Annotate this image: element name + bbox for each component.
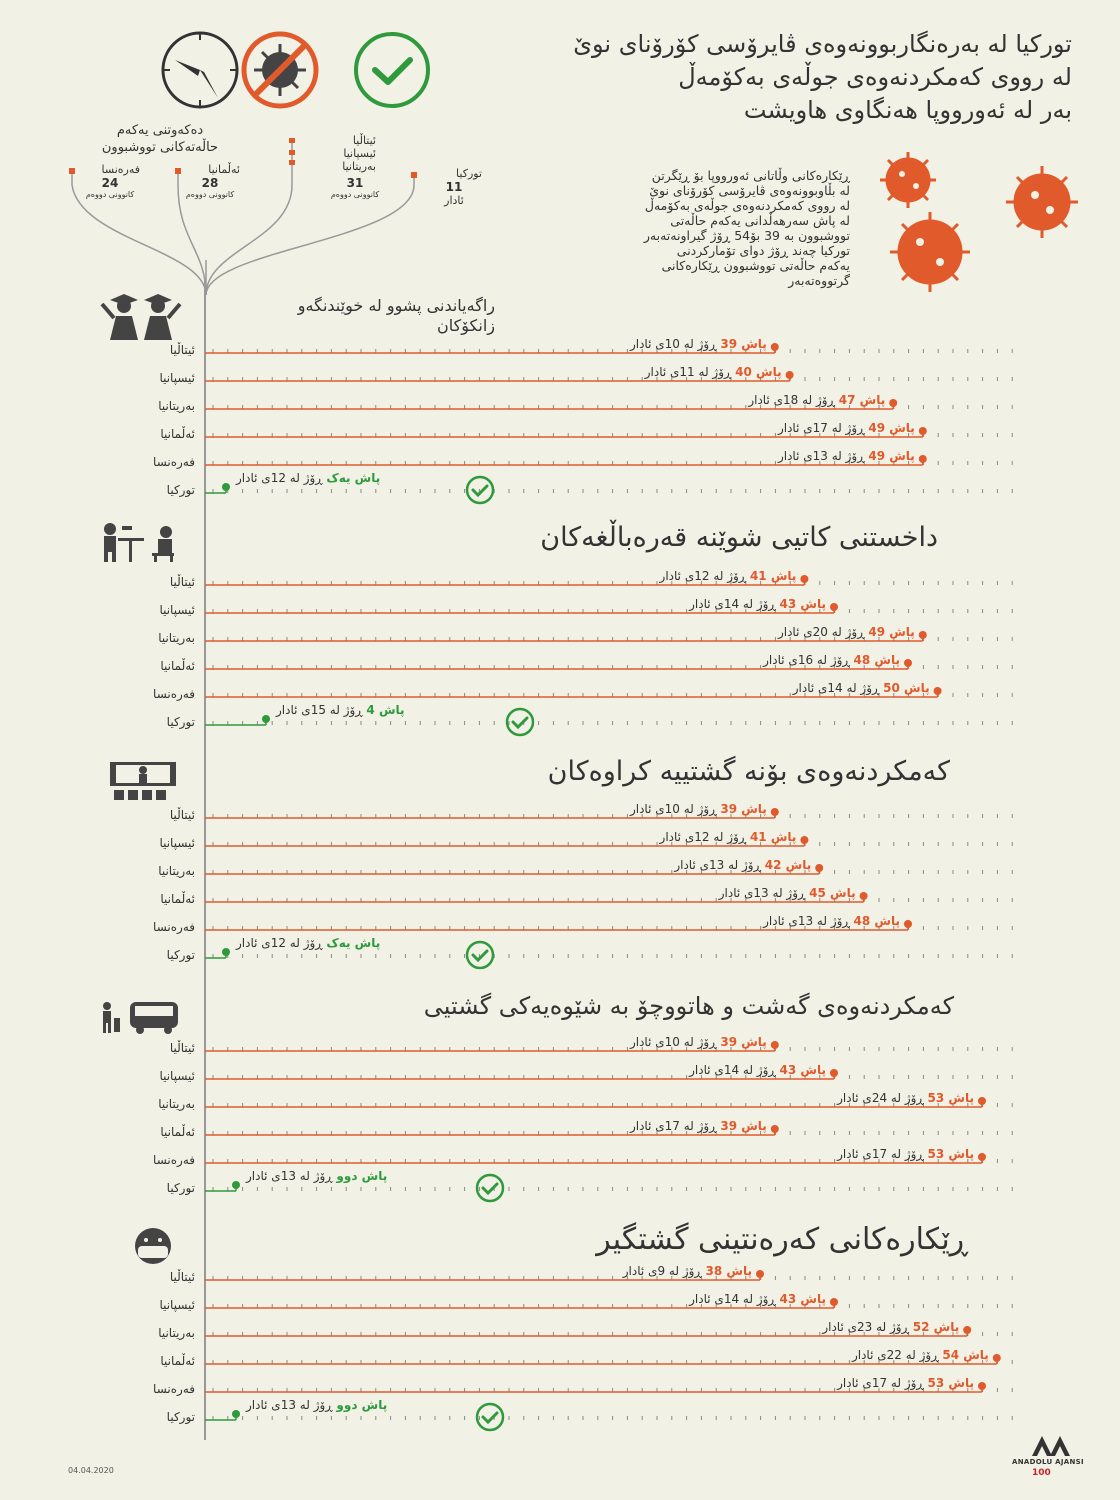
heading-line: دەکەوتنی یەکەم (116, 123, 204, 138)
row-country-label: فەرەنسا (153, 1382, 195, 1396)
row-country-label: بەریتانیا (158, 864, 195, 878)
day-marker-dot (993, 1354, 1001, 1362)
entry-number: 11 (445, 180, 463, 194)
row-value-text (689, 1292, 826, 1306)
timeline-row-line (0, 603, 1120, 623)
entry-number: 24 (101, 176, 119, 190)
row-country-label: تورکیا (166, 1181, 195, 1195)
row-value-text (623, 1264, 752, 1278)
section-title: ڕێکارەکانی کەرەنتینی گشتگیر (596, 1222, 968, 1257)
row-prefix: پاش (944, 1091, 974, 1105)
timeline-row-line (0, 892, 1120, 912)
mask-icon (126, 1226, 180, 1266)
row-days: یەک (326, 936, 351, 950)
intro-line: لە پاش سەرهەڵدانی یەکەم حاڵەتی (670, 213, 850, 228)
row-value-text (793, 681, 930, 695)
footer-date: 04.04.2020 (68, 1466, 114, 1475)
group-label: ئیسپانیا (343, 147, 376, 160)
timeline-row-line (0, 659, 1120, 679)
row-value-text (236, 936, 380, 950)
row-prefix: پاش (766, 569, 797, 583)
section-title (210, 296, 495, 336)
row-days: 48 (853, 653, 871, 667)
row-prefix: پاش (781, 858, 812, 872)
timeline-row-line (0, 631, 1120, 651)
row-prefix: پاش (796, 597, 826, 611)
title-line: لە رووی کەمکردنەوەی جوڵەی بەکۆمەڵ (678, 63, 1072, 91)
row-value-text (822, 1320, 959, 1334)
entry-country: تورکیا (456, 167, 482, 180)
row-days: 39 (720, 1119, 738, 1133)
row-date: ڕۆژ لە 23ی ئادار (822, 1320, 913, 1334)
row-prefix: پاش (737, 1035, 767, 1049)
entry-date: ئادار (444, 194, 464, 207)
row-days: 49 (868, 625, 886, 639)
day-marker-dot (978, 1153, 986, 1161)
timeline-row-line (0, 455, 1120, 475)
row-country-label: ئیتاڵیا (169, 1041, 195, 1055)
row-days: دوو (336, 1169, 358, 1183)
row-country-label: ئیسپانیا (159, 1069, 195, 1083)
row-days: 43 (779, 1063, 797, 1077)
intro-line: تووشبوون بە 39 بۆ54 ڕۆژ گیراونەتەبەر (643, 228, 850, 243)
row-date: ڕۆژ لە 20ی ئادار (777, 625, 869, 639)
row-date: ڕۆژ لە 24ی ئادار (837, 1091, 928, 1105)
row-value-text (236, 471, 380, 485)
row-days: 49 (868, 421, 886, 435)
row-value-text (689, 1063, 826, 1077)
row-prefix: پاش (825, 886, 856, 900)
first-case-entry (180, 163, 240, 199)
row-days: 50 (883, 681, 900, 695)
row-prefix: پاش (737, 802, 767, 816)
row-country-label: ئیتاڵیا (169, 808, 195, 822)
section-title: داخستنی کاتیی شوێنە قەرەباڵغەکان (540, 522, 938, 553)
day-marker-dot (934, 687, 942, 695)
row-date: ڕۆژ لە 13ی ئادار (777, 449, 869, 463)
intro-line: لە رووی کەمکردنەوەی جوڵەی بەکۆمەڵ (644, 198, 850, 213)
row-date: ڕۆژ لە 11ی ئادار (644, 365, 736, 379)
row-date: ڕۆژ لە 13ی ئادار (246, 1169, 337, 1183)
row-value-text (630, 802, 767, 816)
row-value-text (674, 858, 811, 872)
row-days: دوو (336, 1398, 358, 1412)
day-marker-dot (771, 808, 779, 816)
timeline-row-line (0, 1125, 1120, 1145)
row-date: ڕۆژ لە 17ی ئادار (837, 1147, 928, 1161)
row-date: ڕۆژ لە 12ی ئادار (659, 569, 750, 583)
timeline-row-line (0, 836, 1120, 856)
day-marker-dot (786, 371, 794, 379)
row-prefix: پاش (929, 1320, 960, 1334)
row-days: 54 (942, 1348, 960, 1362)
row-days: 39 (720, 802, 738, 816)
row-country-label: ئەڵمانیا (160, 1354, 195, 1368)
row-date: ڕۆژ لە 10ی ئادار (629, 337, 721, 351)
row-days: 41 (749, 569, 767, 583)
row-days: 53 (927, 1091, 945, 1105)
row-prefix: پاش (722, 1264, 752, 1278)
day-marker-dot (919, 631, 927, 639)
graduates-icon (100, 292, 184, 342)
group-label: ئیتاڵیا (352, 134, 376, 147)
row-value-text (689, 597, 826, 611)
timeline-axis (204, 280, 206, 1440)
row-prefix: پاش (885, 449, 915, 463)
row-date: ڕۆژ لە 14ی ئادار (689, 1292, 780, 1306)
row-prefix: پاش (796, 1292, 826, 1306)
row-days: 4 (366, 703, 375, 717)
row-country-label: ئیسپانیا (159, 371, 195, 385)
row-date: ڕۆژ لە 12ی ئادار (659, 830, 750, 844)
row-value-text (645, 365, 782, 379)
day-marker-dot (262, 715, 270, 723)
row-days: 38 (705, 1264, 723, 1278)
row-value-text (276, 703, 405, 717)
row-value-text (748, 393, 885, 407)
row-country-label: ئیتاڵیا (169, 1270, 195, 1284)
day-marker-dot (978, 1097, 986, 1105)
row-prefix: پاش (870, 914, 900, 928)
section-title: کەمکردنەوەی گەشت و هاتووچۆ بە شێوەیەکی گشتیی (423, 992, 954, 1020)
row-country-label: ئیتاڵیا (169, 575, 195, 589)
row-date: ڕۆژ لە 13ی ئادار (246, 1398, 337, 1412)
row-value-text (778, 449, 915, 463)
row-days: 43 (779, 1292, 797, 1306)
virus-ban-icon (244, 34, 316, 106)
anadolu-logo-icon (1030, 1434, 1074, 1458)
row-days: 52 (912, 1320, 930, 1334)
row-date: ڕۆژ لە 14ی ئادار (792, 681, 884, 695)
row-date: ڕۆژ لە 14ی ئادار (689, 1063, 780, 1077)
row-prefix: پاش (944, 1147, 974, 1161)
first-cases-tree (60, 130, 440, 300)
travel-icon (98, 996, 182, 1036)
row-country-label: ئەڵمانیا (160, 659, 195, 673)
row-country-label: فەرەنسا (153, 1153, 195, 1167)
row-date: ڕۆژ لە 17ی ئادار (629, 1119, 721, 1133)
entry-country: ئەڵمانیا (208, 163, 240, 176)
row-date: ڕۆژ لە 22ی ئادار (851, 1348, 943, 1362)
day-marker-dot (830, 603, 838, 611)
row-date: ڕۆژ لە 10ی ئادار (629, 1035, 721, 1049)
day-marker-dot (222, 948, 230, 956)
row-date: ڕۆژ لە 13ی ئادار (674, 858, 765, 872)
row-prefix: پاش (350, 471, 381, 485)
check-icon (466, 1402, 514, 1432)
timeline-row-line (0, 343, 1120, 363)
row-days: 45 (809, 886, 826, 900)
day-marker-dot (771, 1041, 779, 1049)
check-icon (466, 1173, 514, 1203)
first-case-entry (80, 163, 140, 199)
check-icon (356, 34, 428, 106)
row-date: ڕۆژ لە 9ی ئادار (622, 1264, 706, 1278)
day-marker-dot (815, 864, 823, 872)
page-title (432, 28, 1072, 127)
row-country-label: فەرەنسا (153, 455, 195, 469)
timeline-row-line (0, 483, 1120, 503)
row-value-text (763, 653, 900, 667)
row-date: ڕۆژ لە 18ی ئادار (748, 393, 839, 407)
section-title: کەمکردنەوەی بۆنە گشتییە کراوەکان (547, 756, 950, 787)
timeline-row-line (0, 427, 1120, 447)
row-days: 43 (779, 597, 797, 611)
row-prefix: پاش (357, 1169, 388, 1183)
day-marker-dot (800, 836, 808, 844)
row-prefix: پاش (870, 653, 900, 667)
row-date: ڕۆژ لە 15ی ئادار (276, 703, 367, 717)
day-marker-dot (232, 1181, 240, 1189)
day-marker-dot (830, 1069, 838, 1077)
row-prefix: پاش (885, 625, 915, 639)
timeline-row-line (0, 399, 1120, 419)
day-marker-dot (830, 1298, 838, 1306)
timeline-row-line (0, 687, 1120, 707)
row-date: ڕۆژ لە 17ی ئادار (837, 1376, 928, 1390)
row-days: 40 (735, 365, 752, 379)
timeline-row-line (0, 948, 1120, 968)
anniversary-badge: 100 (1032, 1468, 1051, 1478)
timeline-row-line (0, 371, 1120, 391)
row-country-label: تورکیا (166, 948, 195, 962)
row-date: ڕۆژ لە 12ی ئادار (236, 471, 327, 485)
intro-text (520, 168, 850, 288)
row-country-label: ئەڵمانیا (160, 427, 195, 441)
row-days: 47 (838, 393, 856, 407)
entry-country: فەرەنسا (101, 163, 140, 176)
row-days: 41 (749, 830, 767, 844)
row-prefix: پاش (899, 681, 930, 695)
row-prefix: پاش (374, 703, 405, 717)
timeline-row-line (0, 808, 1120, 828)
row-country-label: بەریتانیا (158, 399, 195, 413)
day-marker-dot (978, 1382, 986, 1390)
day-marker-dot (860, 892, 868, 900)
row-value-text (630, 337, 767, 351)
row-country-label: بەریتانیا (158, 1097, 195, 1111)
section-title-line: زانکۆکان (437, 316, 495, 335)
day-marker-dot (919, 455, 927, 463)
row-date: ڕۆژ لە 10ی ئادار (629, 802, 721, 816)
row-days: 39 (720, 337, 738, 351)
intro-line: گرتووەتەبەر (788, 273, 850, 288)
brand-name: ANADOLU AJANSI (1012, 1458, 1084, 1466)
row-prefix: پاش (350, 936, 381, 950)
row-value-text (837, 1091, 974, 1105)
section-title-line: راگەیاندنی پشوو لە خوێندنگەو (297, 296, 495, 315)
clock-icon (163, 33, 237, 107)
day-marker-dot (222, 483, 230, 491)
row-prefix: پاش (944, 1376, 974, 1390)
timeline-row-line (0, 1069, 1120, 1089)
intro-line: لە بڵاوبوونەوەی ڤایرۆسی کۆرۆنای نوێ (649, 183, 850, 198)
row-prefix: پاش (885, 421, 915, 435)
row-value-text (660, 569, 797, 583)
day-marker-dot (232, 1410, 240, 1418)
intro-line: ڕێکارەکانی وڵاتانی ئەورووپا بۆ ڕێگرتن (651, 168, 850, 183)
row-prefix: پاش (959, 1348, 989, 1362)
row-country-label: فەرەنسا (153, 687, 195, 701)
title-line: بەر لە ئەورووپا هەنگاوی هاویشت (743, 96, 1072, 124)
row-country-label: ئیتاڵیا (169, 343, 195, 357)
row-date: ڕۆژ لە 16ی ئادار (763, 653, 854, 667)
row-country-label: ئەڵمانیا (160, 1125, 195, 1139)
row-value-text (719, 886, 856, 900)
day-marker-dot (756, 1270, 764, 1278)
timeline-row-line (0, 715, 1120, 735)
check-icon (456, 475, 504, 505)
row-country-label: ئیسپانیا (159, 836, 195, 850)
day-marker-dot (771, 343, 779, 351)
day-marker-dot (800, 575, 808, 583)
cafe-icon (96, 522, 184, 562)
row-value-text (246, 1398, 387, 1412)
timeline-row-line (0, 575, 1120, 595)
day-marker-dot (889, 399, 897, 407)
row-country-label: بەریتانیا (158, 1326, 195, 1340)
row-prefix: پاش (751, 365, 782, 379)
row-country-label: تورکیا (166, 483, 195, 497)
virus-icon (890, 212, 970, 292)
event-icon (108, 760, 178, 802)
row-value-text (778, 625, 915, 639)
row-date: ڕۆژ لە 17ی ئادار (777, 421, 869, 435)
virus-illustrations (860, 150, 1090, 295)
check-icon (496, 707, 544, 737)
timeline-row-line (0, 864, 1120, 884)
timeline-row-line (0, 1410, 1120, 1430)
intro-line: تورکیا چەند ڕۆژ دوای تۆمارکردنی (676, 243, 850, 258)
row-country-label: ئیسپانیا (159, 603, 195, 617)
virus-icon (1006, 166, 1078, 238)
day-marker-dot (771, 1125, 779, 1133)
timeline-row-line (0, 1041, 1120, 1061)
row-days: 53 (927, 1376, 945, 1390)
entry-number: 28 (201, 176, 219, 190)
row-value-text (837, 1376, 974, 1390)
row-prefix: پاش (357, 1398, 388, 1412)
group-label: بەریتانیا (342, 160, 376, 173)
day-marker-dot (963, 1326, 971, 1334)
timeline-row-line (0, 1181, 1120, 1201)
row-value-text (630, 1119, 767, 1133)
row-country-label: بەریتانیا (158, 631, 195, 645)
row-country-label: فەرەنسا (153, 920, 195, 934)
row-country-label: تورکیا (166, 715, 195, 729)
heading-line: حاڵەتەکانی تووشبوون (101, 140, 219, 155)
row-value-text (660, 830, 797, 844)
entry-date: کانوونی دووەم (185, 190, 235, 199)
row-days: یەک (326, 471, 351, 485)
entry-date: کانوونی دووەم (85, 190, 135, 199)
timeline-row-line (0, 1270, 1120, 1290)
header-icons (80, 30, 440, 110)
first-case-entry (325, 176, 385, 199)
intro-line: یەکەم حاڵەتی تووشبوون ڕێکارەکانی (661, 258, 850, 273)
row-days: 39 (720, 1035, 738, 1049)
row-date: ڕۆژ لە 13ی ئادار (718, 886, 810, 900)
row-value-text (246, 1169, 387, 1183)
check-icon (456, 940, 504, 970)
first-case-entry (426, 167, 482, 207)
row-date: ڕۆژ لە 14ی ئادار (689, 597, 780, 611)
row-days: 49 (868, 449, 886, 463)
timeline-row-line (0, 920, 1120, 940)
row-value-text (763, 914, 900, 928)
row-country-label: تورکیا (166, 1410, 195, 1424)
virus-icon (880, 152, 936, 208)
row-days: 48 (853, 914, 871, 928)
row-prefix: پاش (855, 393, 886, 407)
entry-number: 31 (346, 176, 364, 190)
row-prefix: پاش (737, 1119, 767, 1133)
row-prefix: پاش (737, 337, 767, 351)
row-value-text (630, 1035, 767, 1049)
row-prefix: پاش (766, 830, 797, 844)
row-country-label: ئەڵمانیا (160, 892, 195, 906)
row-date: ڕۆژ لە 13ی ئادار (763, 914, 854, 928)
row-value-text (778, 421, 915, 435)
row-days: 53 (927, 1147, 945, 1161)
day-marker-dot (904, 920, 912, 928)
row-prefix: پاش (796, 1063, 826, 1077)
title-line: تورکیا لە بەرەنگاربوونەوەی ڤایرۆسی کۆرۆنای نوێ (573, 30, 1072, 58)
row-value-text (852, 1348, 989, 1362)
timeline-row-line (0, 1298, 1120, 1318)
day-marker-dot (919, 427, 927, 435)
entry-date: کانوونی دووەم (330, 190, 380, 199)
day-marker-dot (904, 659, 912, 667)
row-days: 42 (764, 858, 782, 872)
row-country-label: ئیسپانیا (159, 1298, 195, 1312)
row-date: ڕۆژ لە 12ی ئادار (236, 936, 327, 950)
row-value-text (837, 1147, 974, 1161)
